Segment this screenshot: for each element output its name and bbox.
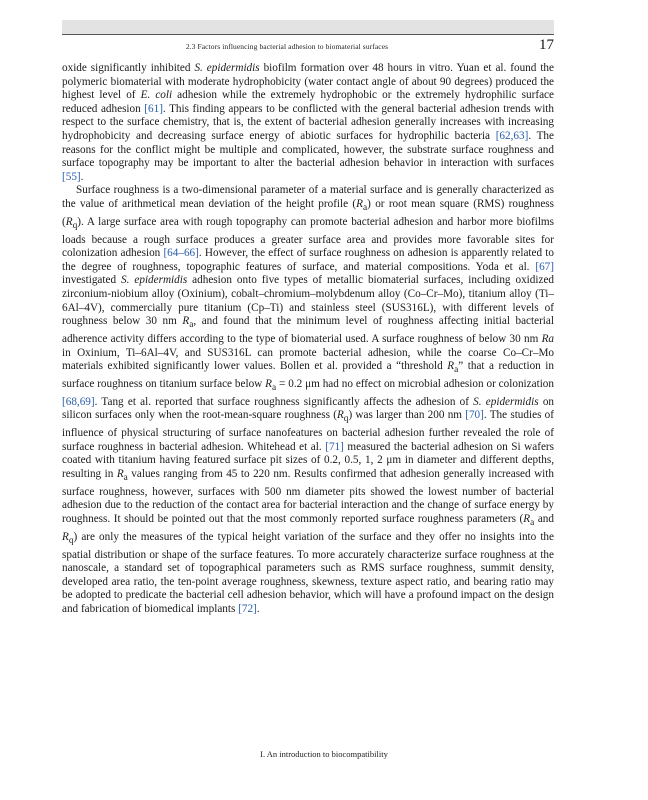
- text-run: = 0.2 μm had no effect on microbial adhesion or colonization: [276, 378, 554, 390]
- header-rule: [62, 34, 554, 35]
- text-run: . Tang et al. reported that surface roughness significantly affects the adhesion of: [94, 395, 474, 408]
- subscript: q: [343, 414, 349, 425]
- text-run: in Oxinium, Ti–6Al–4V, and SUS316L can promote bacterial adhesion, while the coarse Co–Cr–Mo materials exhibited significantly lower values. Bollen et al. provided a “threshold: [62, 346, 554, 373]
- italic-text: R: [182, 315, 190, 328]
- citation-link[interactable]: [72]: [238, 603, 257, 616]
- text-run: values ranging from 45 to 220 nm. Results confirmed that adhesion generally increased with surface roughness, however, surfaces with 500 nm diameter pits showed the lowest number of bacterial adhesion due to the reduction of the contact area for bacterial interaction and the change of surface energy by roughness. It should be pointed out that the most commonly reported surface roughness parameters (: [62, 468, 554, 526]
- italic-text: R: [356, 197, 364, 210]
- citation-link[interactable]: [68,69]: [62, 395, 95, 408]
- italic-text: Ra: [541, 332, 554, 345]
- text-run: measured the bacterial adhesion on Si wafers coated with titanium having featured surface pit sizes of 0.2, 0.5, 1, 2 μm in diameter and different depths, resulting in: [62, 440, 555, 481]
- text-run: . However, the effect of surface roughness on adhesion is apparently related to the degree of roughness, topographic features of surface, and material compositions. Yoda et al.: [62, 247, 554, 273]
- subscript: a: [271, 383, 277, 394]
- citation-link[interactable]: [62,63]: [495, 129, 529, 142]
- citation-link[interactable]: [70]: [465, 409, 484, 422]
- italic-text: S. epidermidis: [473, 395, 539, 408]
- italic-text: R: [62, 530, 69, 543]
- text-run: adhesion onto five types of metallic biomaterial surfaces, including oxidized zirconium-niobium alloy (Oxinium), cobalt–chromium–molybdenum alloy (Co–Cr–Mo), titanium alloy (Ti–6Al–4V), commercially pure titanium (Cp–Ti) and stainless steel (SUS316L), with different levels of roughness below 30 nm: [62, 274, 555, 328]
- text-run: Surface roughness is a two-dimensional parameter of a material surface and is generally characterized as the value of arithmetical mean deviation of the height profile (: [62, 184, 554, 210]
- text-run: . The reasons for the conflict might be multiple and complicated, however, the substrate surface roughness and surface topography may be important to alter the bacterial adhesion behavior in interaction with surfaces: [62, 129, 554, 170]
- text-run: and: [534, 513, 554, 526]
- text-run: , and found that the minimum level of roughness affecting initial bacterial adherence activity differs according to the type of biomaterial used. A surface roughness of below 30 nm: [62, 315, 554, 345]
- subscript: q: [72, 221, 78, 231]
- subscript: a: [123, 473, 128, 484]
- text-run: ) was larger than 200 nm: [348, 409, 466, 422]
- text-run: ) or root mean square (RMS) roughness (: [62, 197, 554, 228]
- subscript: a: [454, 365, 459, 376]
- text-run: ). A large surface area with rough topography can promote bacterial adhesion and harbor more biofilms loads because a rough surface produces a greater surface area and provides more favorable sites for colonization adhesion: [62, 215, 554, 260]
- italic-text: R: [265, 378, 272, 390]
- subscript: a: [189, 320, 194, 331]
- citation-link[interactable]: [61]: [144, 102, 163, 115]
- header-band: [62, 20, 554, 34]
- subscript: a: [530, 518, 535, 529]
- text-run: . The studies of influence of physical structuring of surface nanofeatures on bacterial adhesion further revealed the role of surface roughness in bacterial adhesion. Whitehead et al.: [62, 409, 554, 453]
- text-run: ) are only the measures of the typical height variation of the surface and they offer no insights into the spatial distribution or shape of the surface features. To more accurately characterize surface roughness at the nanoscale, a standard set of topographical parameters such as RMS surface roughness, summit density, developed area ratio, the ten-point average roughness, skewness, texture aspect ratio, and bearing ratio may be adopted to predicate the bacterial cell adhesion behavior, which will have a profound impact on the design and fabrication of biomedical implants: [62, 530, 554, 616]
- italic-text: R: [447, 360, 455, 373]
- paragraph: [62, 62, 554, 184]
- italic-text: S. epidermidis: [121, 274, 188, 287]
- subscript: q: [68, 536, 74, 547]
- italic-text: E. coli: [140, 89, 173, 102]
- italic-text: R: [116, 468, 124, 481]
- italic-text: S. epidermidis: [194, 62, 260, 74]
- text-run: ” that a reduction in surface roughness on titanium surface below: [62, 360, 554, 390]
- citation-link[interactable]: [71]: [325, 440, 344, 453]
- page-number: 17: [539, 37, 554, 53]
- text-run: on silicon surfaces only when the root-mean-square roughness (: [62, 395, 555, 422]
- text-run: . This finding appears to be conflicted with the general bacterial adhesion trends with respect to the surface chemistry, that is, the extent of bacterial adhesion generally increases with increasing hydrophobicity and decreasing surface energy of abiotic surfaces for hydrophilic bacteria: [62, 102, 555, 142]
- body-text: [62, 62, 554, 617]
- text-run: biofilm formation over 48 hours in vitro. Yuan et al. found the polymeric biomaterial with moderate hydrophobicity (water contact angle of about 90 degrees) produced the highest level of: [62, 62, 554, 102]
- running-head: 2.3 Factors influencing bacterial adhesion to biomaterial surfaces: [185, 42, 389, 51]
- subscript: a: [363, 203, 368, 214]
- text-run: oxide significantly inhibited: [62, 62, 195, 74]
- text-run: .: [256, 603, 260, 616]
- footer-part-title: I. An introduction to biocompatibility: [260, 749, 388, 759]
- text-run: investigated: [62, 274, 122, 287]
- italic-text: R: [65, 215, 73, 228]
- citation-link[interactable]: [64–66]: [163, 247, 199, 260]
- italic-text: R: [336, 409, 344, 422]
- italic-text: R: [523, 513, 531, 526]
- text-run: .: [80, 170, 84, 183]
- paragraph: [62, 184, 554, 616]
- citation-link[interactable]: [55]: [62, 170, 81, 183]
- text-run: adhesion while the extremely hydrophobic or the extremely hydrophilic surface reduced adhesion: [62, 89, 554, 115]
- citation-link[interactable]: [67]: [535, 260, 554, 273]
